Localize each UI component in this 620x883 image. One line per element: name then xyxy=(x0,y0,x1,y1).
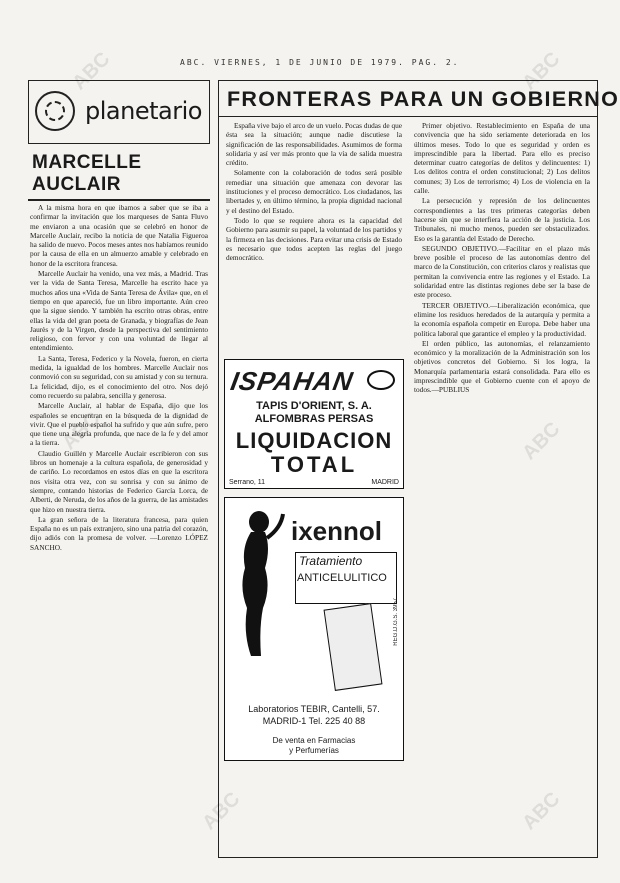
paragraph: Marcelle Auclair, al hablar de España, dijo que los españoles se encuentran en la búsqueda de la dignidad de vivir. Que el pueblo español ha sufrido y que aún sufre, pero que tiene una alegría profunda, que nace de la fe y del amor a la tierra. xyxy=(30,401,208,448)
paragraph: Marcelle Auclair ha venido, una vez más, a Madrid. Tras ver la vida de Santa Teresa, Marcelle ha escrito hace ya muchos años una «Vida de Santa Teresa de Ávila» que, en el tiempo en que apareció, fue un libro importante. Aún creo que la sigue siendo. Y también ha escrito otras obras, entre ellas la vida del gran poeta de Granada, y biografías de Jean Jaurès y de la Virgen, desde la perspectiva del sentimiento religioso, con fervor y con una voluntad de llegar al entendimiento. xyxy=(30,269,208,353)
paragraph: A la misma hora en que ibamos a saber que se iba a confirmar la invitación que los marqueses de Santa Fluvo me enviaron a una ocasión que se celebró en honor de Marcelle Auclair, recibo la noticia de que Natalia Figueroa ha salido de nuevo. Pocos meses antes nos habíamos reunido por la causa de ella en un almuerzo amable y celebrado en honor de la escritora francesa. xyxy=(30,203,208,268)
ad-total: TOTAL xyxy=(270,452,358,477)
ispahan-ad[interactable] xyxy=(224,359,404,489)
watermark: ABC xyxy=(518,788,565,835)
paragraph: La gran señora de la literatura francesa, para quien España no es un país extranjero, sino una patria del corazón, dijo adiós con la promesa de volver. —Lorenzo LÓPEZ SANCHO. xyxy=(30,514,208,552)
ad-city: MADRID xyxy=(371,479,399,486)
ad-product: ALFOMBRAS PERSAS xyxy=(254,413,374,425)
paragraph: Solamente con la colaboración de todos será posible remediar una situación que amenaza con devorar las instituciones y el proceso democrático. Los ciudadanos, las libertades y, en último término, la propia dignidad nacional y el destino del Estado. xyxy=(226,168,402,215)
watermark: ABC xyxy=(68,48,115,95)
ad-company: TAPIS D'ORIENT, S. A. xyxy=(256,400,372,412)
paragraph: TERCER OBJETIVO.—Liberalización económica, que elimine los residuos heredados de la autarquía y permita a la economía española competir en Europa. Debe haber una política laboral que garantice el empleo y la productividad. xyxy=(414,300,590,338)
ixennol-ad[interactable] xyxy=(224,497,404,761)
author-name: MARCELLE AUCLAIR xyxy=(28,148,210,201)
paragraph: La Santa, Teresa, Federico y la Novela, fueron, en cierta medida, la igualdad de los hombres. Marcelle Auclair nos conmovió con su seguridad, con su amistad y con su ternura. La felicidad, dijo, es el conocimiento del otro. Nos dejó como recuerdo su palabra, sencilla y generosa. xyxy=(30,353,208,400)
editorial-column xyxy=(218,80,620,858)
headline: FRONTERAS PARA UN GOBIERNO xyxy=(219,81,597,117)
watermark: ABC xyxy=(518,418,565,465)
page-header: ABC. VIERNES, 1 DE JUNIO DE 1979. PAG. 2. xyxy=(180,58,460,67)
rug-logo-icon xyxy=(367,370,395,390)
watermark: ABC xyxy=(518,48,565,95)
paragraph: El orden público, las autonomías, el relanzamiento económico y la moralización de la Administración son los objetivos concretos del Gobierno. Si los logra, la Monarquía parlamentaria estará consolidada. Para ello es imprescindible que el Gobierno cuente con el apoyo de todos.—PUBLIUS xyxy=(414,338,590,395)
paragraph: Todo lo que se requiere ahora es la capacidad del Gobierno para asumir su papel, la voluntad de los partidos y la firmeza en las decisiones. Para evitar una crisis de Estado es necesario que todos acepten las reglas del juego democrático. xyxy=(226,215,402,263)
section-title: planetario xyxy=(85,97,202,125)
ad-sale: De venta en Farmacias xyxy=(272,736,356,745)
product-package-icon xyxy=(324,603,383,691)
planetario-column xyxy=(28,80,210,856)
ad-brand: ISPAHAN xyxy=(228,366,356,396)
paragraph: Primer objetivo. Restablecimiento en España de una convivencia que ha sido seriamente deteriorada en los últimos meses. Todo lo que es seguridad y orden es imprescindible para la libertad. Para ello es preciso determinar cuatro categorías de delitos y delincuentes: 1) Los delitos contra el orden constitucional; 2) Los delitos comunes; 3) Los de terrorismo; 4) Los de violencia en la calle. xyxy=(414,121,590,196)
ad-liquidacion: LIQUIDACION xyxy=(235,428,393,453)
planetario-logo-icon xyxy=(35,91,75,131)
article-body xyxy=(28,201,210,883)
ad-sale-2: y Perfumerías xyxy=(289,746,339,755)
paragraph: Claudio Guillén y Marcelle Auclair escribieron con sus libros un homenaje a la cultura española, de generosidad y de cariño. Lo recordamos en estos días en que la escritora nos visita otra vez, con su sonrisa y con su ánimo de siempre, contando historias de Federico García Lorca, de Alberti, de Neruda, de los años de la guerra, de las amistades que hizo en nuestra tierra. xyxy=(30,448,208,514)
editorial-col-2 xyxy=(412,121,592,801)
woman-silhouette-icon xyxy=(231,508,291,658)
watermark: ABC xyxy=(198,788,245,835)
watermark: ABC xyxy=(58,408,105,455)
section-header xyxy=(28,80,210,144)
ad-treatment: Tratamiento xyxy=(299,554,363,568)
ad-phone: MADRID-1 Tel. 225 40 88 xyxy=(262,716,366,726)
ad-treatment-type: ANTICELULITICO xyxy=(297,572,387,584)
paragraph: La persecución y represión de los delincuentes correspondientes a las tres primeras categorías deben hacerse sin que se interfiera la acción de la justicia. Los Tribunales, ni mucho menos, pueden ser obstaculizados. Eso es la garantía del Estado de Derecho. xyxy=(414,196,590,243)
paragraph: España vive bajo el arco de un vuelo. Pocas dudas de que ésta sea la situación; aunque nadie discutiese la significación de las responsabilidades. Asumimos de forma solidaria y así ver más pronto que la vía de salida muestra crédito. xyxy=(226,121,402,168)
paragraph: SEGUNDO OBJETIVO.—Facilitar en el plazo más breve posible el proceso de las autonomías dentro del marco de la Constitución, con criterios claros y realistas que permitan la convivencia entre las regiones y el Estado. La solidaridad entre las distintas regiones debe ser la base de este proceso. xyxy=(414,243,590,300)
ad-brand: ixennol xyxy=(291,516,383,546)
editorial-col-1 xyxy=(224,121,404,801)
ad-registration: REG.D.G.S. 3957 xyxy=(393,598,399,646)
ad-lab: Laboratorios TEBIR, Cantelli, 57. xyxy=(248,704,380,714)
ad-address: Serrano, 11 xyxy=(229,479,266,486)
